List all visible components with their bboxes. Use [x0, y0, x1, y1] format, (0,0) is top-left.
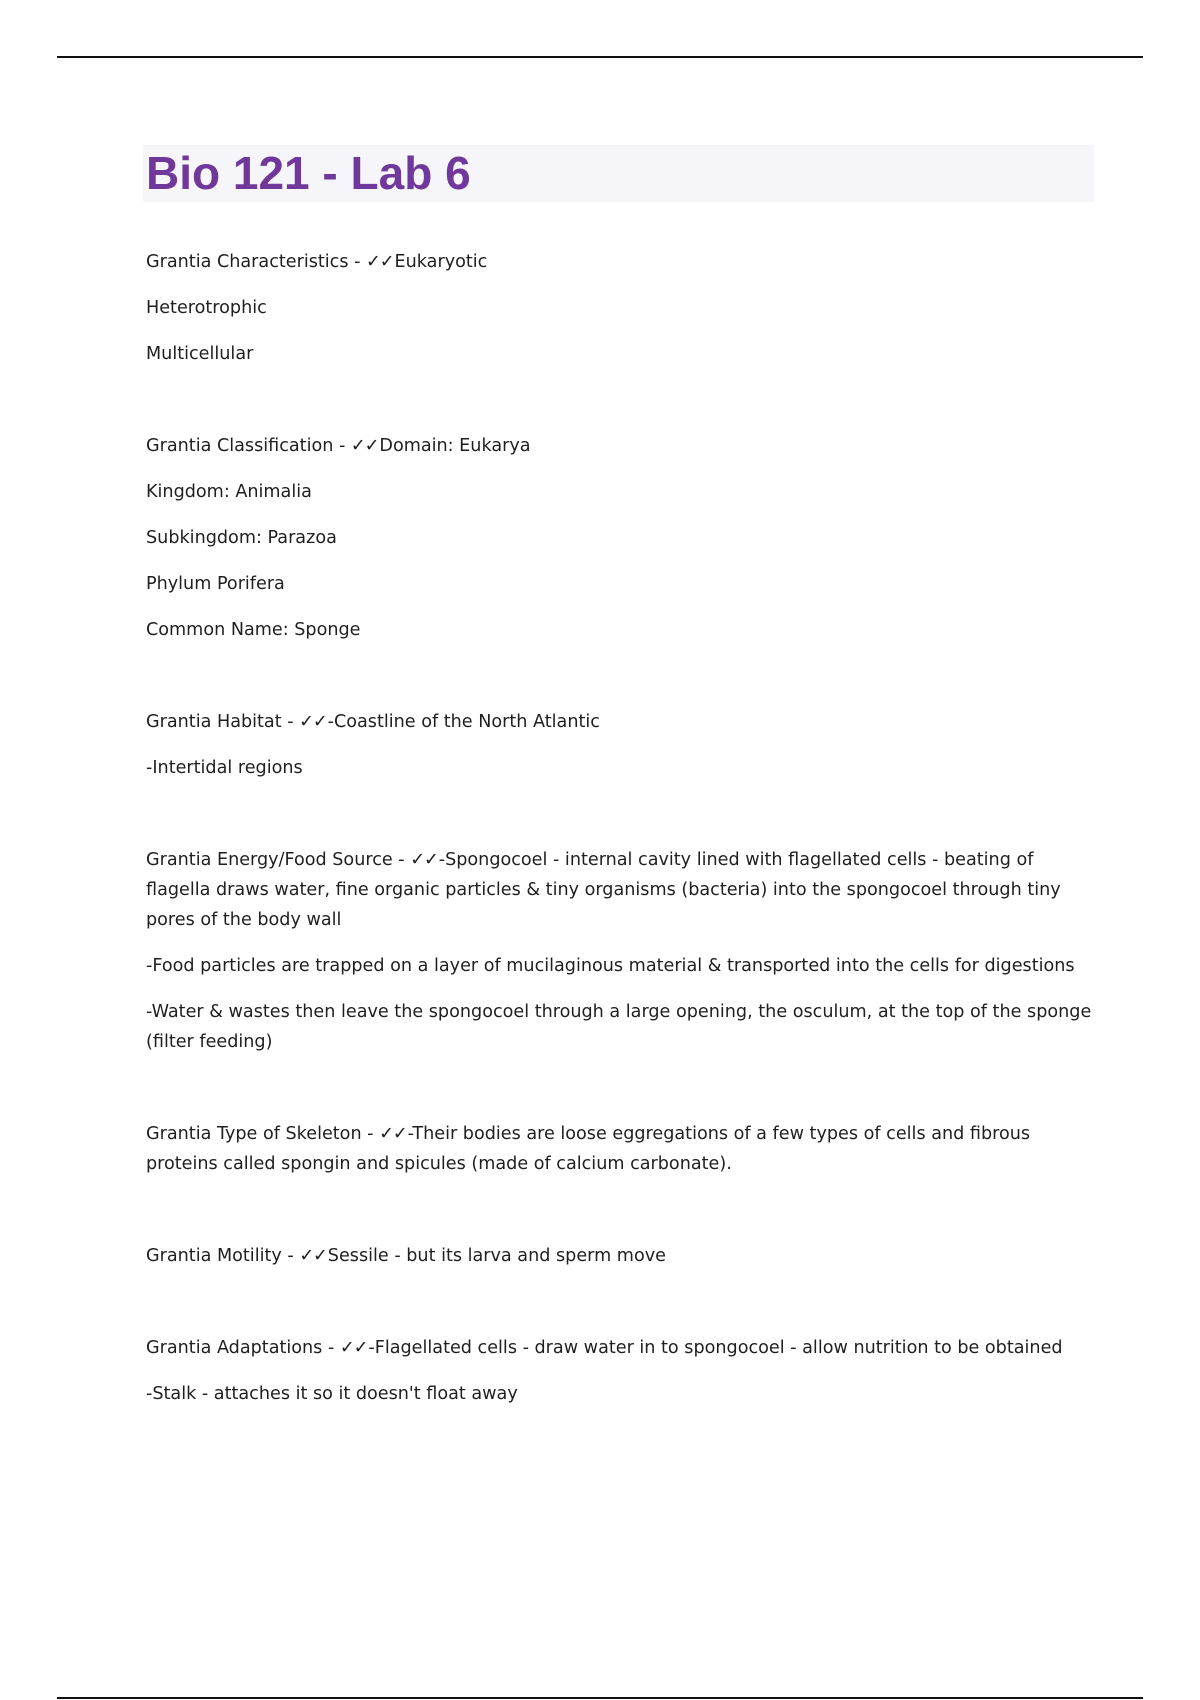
- double-check-icon: ✓✓: [299, 1246, 327, 1266]
- page-title: Bio 121 - Lab 6: [146, 147, 471, 199]
- entry-motility: [146, 1241, 1096, 1271]
- entry-energy-food-source: [146, 845, 1096, 1057]
- double-check-icon: ✓✓: [410, 850, 438, 870]
- entry-first-line: [146, 1241, 1096, 1271]
- entry-characteristics: [146, 247, 1096, 369]
- entry-first-line: [146, 431, 1096, 461]
- entry-line: -Intertidal regions: [146, 758, 303, 778]
- entry-answer: Eukaryotic: [394, 252, 488, 272]
- double-check-icon: ✓✓: [299, 712, 327, 732]
- entry-line: -Water & wastes then leave the spongocoel through a large opening, the osculum, at the top of the sponge (filter feeding): [146, 1002, 1092, 1052]
- entry-line: Subkingdom: Parazoa: [146, 528, 337, 548]
- entry-line: Heterotrophic: [146, 298, 267, 318]
- entry-line: Common Name: Sponge: [146, 620, 361, 640]
- entry-answer: Sessile - but its larva and sperm move: [327, 1246, 666, 1266]
- entry-line: -Stalk - attaches it so it doesn't float away: [146, 1384, 518, 1404]
- entry-line: Kingdom: Animalia: [146, 482, 312, 502]
- entry-answer: -Spongocoel - internal cavity lined with flagellated cells - beating of flagella draws water, fine organic particles & tiny organisms (bacteria) into the spongocoel through tiny pores of the body wall: [146, 850, 1061, 930]
- double-check-icon: ✓✓: [339, 1338, 368, 1358]
- entry-term: Grantia Classification -: [146, 436, 351, 456]
- entry-term: Grantia Type of Skeleton -: [146, 1124, 380, 1144]
- double-check-icon: ✓✓: [366, 252, 394, 272]
- entry-answer: -Their bodies are loose eggregations of a few types of cells and fibrous proteins called spongin and spicules (made of calcium carbonate).: [146, 1124, 1031, 1174]
- double-check-icon: ✓✓: [350, 436, 379, 456]
- entry-line: Multicellular: [146, 344, 254, 364]
- top-rule: [57, 56, 1143, 58]
- entry-first-line: [146, 845, 1096, 935]
- entry-answer: -Flagellated cells - draw water in to spongocoel - allow nutrition to be obtained: [368, 1338, 1063, 1358]
- entry-first-line: [146, 707, 1096, 737]
- entry-skeleton: [146, 1119, 1096, 1179]
- entry-classification: [146, 431, 1096, 645]
- entry-line: -Food particles are trapped on a layer of mucilaginous material & transported into the cells for digestions: [146, 956, 1075, 976]
- entry-answer: -Coastline of the North Atlantic: [327, 712, 600, 732]
- entry-term: Grantia Adaptations -: [146, 1338, 340, 1358]
- entry-line: Phylum Porifera: [146, 574, 285, 594]
- entry-first-line: [146, 247, 1096, 277]
- entry-first-line: [146, 1333, 1096, 1363]
- entry-term: Grantia Characteristics -: [146, 252, 367, 272]
- flashcard-list: [146, 247, 1096, 1471]
- double-check-icon: ✓✓: [379, 1124, 407, 1144]
- entry-first-line: [146, 1119, 1096, 1179]
- entry-adaptations: [146, 1333, 1096, 1409]
- entry-term: Grantia Energy/Food Source -: [146, 850, 411, 870]
- entry-answer: Domain: Eukarya: [379, 436, 531, 456]
- entry-habitat: [146, 707, 1096, 783]
- entry-term: Grantia Habitat -: [146, 712, 300, 732]
- bottom-rule: [57, 1697, 1143, 1699]
- entry-term: Grantia Motility -: [146, 1246, 300, 1266]
